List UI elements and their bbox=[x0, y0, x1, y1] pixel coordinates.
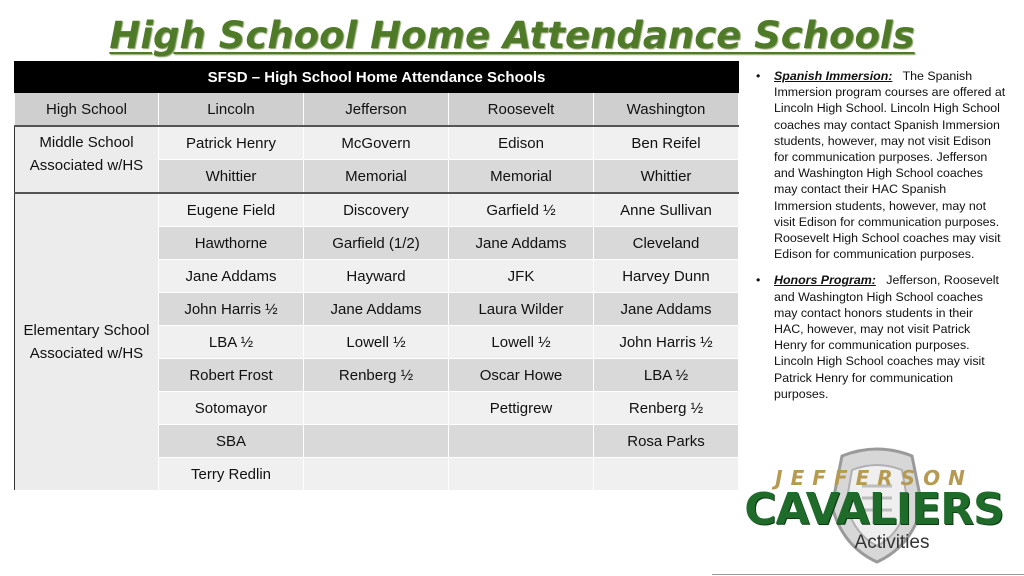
table-cell: Harvey Dunn bbox=[594, 260, 739, 293]
column-header: Jefferson bbox=[304, 93, 449, 127]
table-cell: SBA bbox=[159, 425, 304, 458]
table-cell: Jane Addams bbox=[159, 260, 304, 293]
table-cell: Whittier bbox=[159, 160, 304, 194]
table-cell: Terry Redlin bbox=[159, 458, 304, 491]
table-cell: JFK bbox=[449, 260, 594, 293]
table-cell: Jane Addams bbox=[449, 227, 594, 260]
table-cell: Hayward bbox=[304, 260, 449, 293]
table-row bbox=[15, 126, 739, 160]
bullet-icon: • bbox=[756, 273, 761, 288]
table-cell: Jane Addams bbox=[304, 293, 449, 326]
table-cell bbox=[449, 425, 594, 458]
table-cell: Sotomayor bbox=[159, 392, 304, 425]
table-cell bbox=[594, 458, 739, 491]
elementary-school-label: Elementary School Associated w/HS bbox=[15, 193, 159, 491]
table-cell: Discovery bbox=[304, 193, 449, 227]
table-caption: SFSD – High School Home Attendance Schools bbox=[15, 62, 739, 93]
table-header-row bbox=[15, 93, 739, 127]
table-cell: Lowell ½ bbox=[449, 326, 594, 359]
table-cell: Renberg ½ bbox=[304, 359, 449, 392]
note-text: Jefferson, Roosevelt and Washington High School coaches may contact honors students in their HAC, however, may not visit Patrick Henry for communication purposes. Lincoln High School coaches may visit Patrick Henry for communication purposes. bbox=[774, 273, 999, 401]
table-cell: Anne Sullivan bbox=[594, 193, 739, 227]
logo-team-name: CAVALIERS bbox=[744, 484, 1004, 535]
bullet-icon: • bbox=[756, 69, 761, 83]
table-cell: Rosa Parks bbox=[594, 425, 739, 458]
column-header: Lincoln bbox=[159, 93, 304, 127]
table-cell: Eugene Field bbox=[159, 193, 304, 227]
table-cell: Renberg ½ bbox=[594, 392, 739, 425]
table-row bbox=[15, 193, 739, 227]
cavaliers-logo bbox=[740, 446, 1008, 566]
divider bbox=[712, 574, 1024, 575]
logo-school-name: JEFFERSON bbox=[775, 466, 973, 490]
table-cell: Hawthorne bbox=[159, 227, 304, 260]
table-cell: Patrick Henry bbox=[159, 126, 304, 160]
page-title: High School Home Attendance Schools bbox=[109, 14, 915, 57]
table-cell bbox=[304, 392, 449, 425]
column-header: Roosevelt bbox=[449, 93, 594, 127]
table-cell: LBA ½ bbox=[594, 359, 739, 392]
attendance-table bbox=[14, 61, 739, 491]
table-cell: Garfield ½ bbox=[449, 193, 594, 227]
table-cell bbox=[304, 425, 449, 458]
table-cell: John Harris ½ bbox=[159, 293, 304, 326]
logo-subtitle: Activities bbox=[854, 532, 930, 553]
note-lead: Honors Program: bbox=[774, 273, 876, 288]
table-cell: Jane Addams bbox=[594, 293, 739, 326]
table-cell bbox=[449, 458, 594, 491]
notes-panel bbox=[756, 68, 1006, 412]
table-cell: Memorial bbox=[304, 160, 449, 194]
table-cell: Robert Frost bbox=[159, 359, 304, 392]
table-cell: Garfield (1/2) bbox=[304, 227, 449, 260]
table-cell: Whittier bbox=[594, 160, 739, 194]
table-cell: Pettigrew bbox=[449, 392, 594, 425]
note-honors-program bbox=[756, 272, 1006, 402]
table-cell: LBA ½ bbox=[159, 326, 304, 359]
table-cell: John Harris ½ bbox=[594, 326, 739, 359]
table-cell: Memorial bbox=[449, 160, 594, 194]
table-cell: Lowell ½ bbox=[304, 326, 449, 359]
note-text: The Spanish Immersion program courses are offered at Lincoln High School. Lincoln High School coaches may contact Spanish Immersion students, however, may not visit Edison for communication purposes. Jefferson and Washington High School coaches may contact their HAC Spanish Immersion students, however, may not visit Edison for communication purposes. Roosevelt High School coaches may visit Edison for communication purposes. bbox=[774, 69, 1006, 262]
column-header: Washington bbox=[594, 93, 739, 127]
table-cell: Oscar Howe bbox=[449, 359, 594, 392]
middle-school-label: Middle School Associated w/HS bbox=[15, 126, 159, 193]
table-cell: Cleveland bbox=[594, 227, 739, 260]
column-header: High School bbox=[15, 93, 159, 127]
table-cell: McGovern bbox=[304, 126, 449, 160]
table-cell bbox=[304, 458, 449, 491]
note-lead: Spanish Immersion: bbox=[774, 69, 893, 83]
note-spanish-immersion bbox=[756, 68, 1006, 262]
table-cell: Edison bbox=[449, 126, 594, 160]
table-cell: Laura Wilder bbox=[449, 293, 594, 326]
table-cell: Ben Reifel bbox=[594, 126, 739, 160]
